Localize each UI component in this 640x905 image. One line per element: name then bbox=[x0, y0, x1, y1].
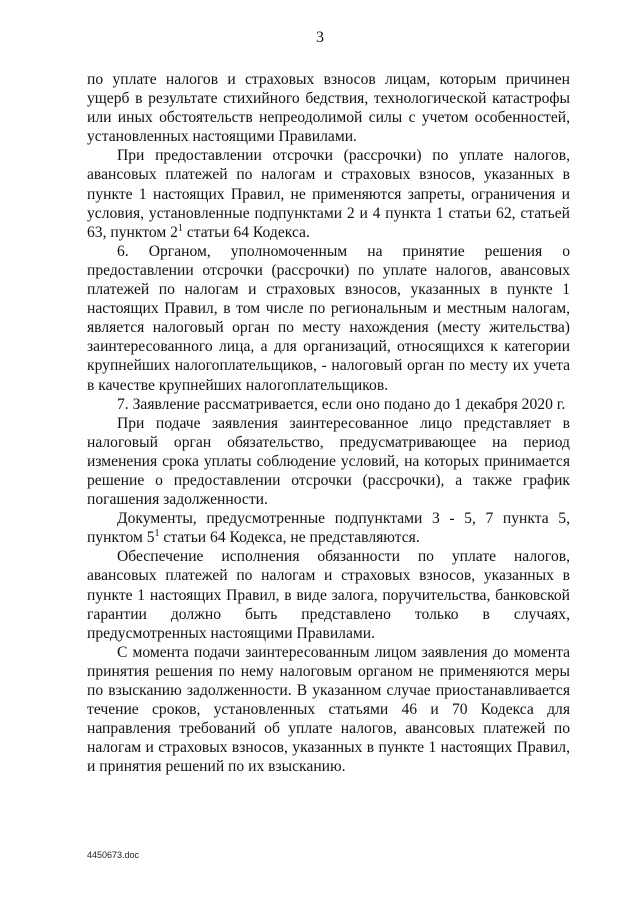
paragraph-text: При предоставлении отсрочки (рассрочки) по уплате налогов, авансовых платежей по налогам и страховых взносов, указанных в пункте 1 настоящих Правил, не применяются запреты, ограничения и условия, установленные подпунктами 2 и 4 пункта 1 статьи 62, статьей 63, пунктом 2 bbox=[87, 147, 570, 241]
paragraph bbox=[87, 395, 570, 414]
paragraph bbox=[87, 414, 570, 509]
paragraph-text-after: статьи 64 Кодекса. bbox=[182, 223, 310, 241]
document-body bbox=[87, 70, 570, 776]
paragraph-text: по уплате налогов и страховых взносов лицам, которым причинен ущерб в результате стихийного бедствия, технологической катастрофы или иных обстоятельств непреодолимой силы с учетом особенностей, установленных настоящими Правилами. bbox=[87, 71, 570, 146]
page-number: 3 bbox=[316, 29, 324, 46]
paragraph-text: При подаче заявления заинтересованное лицо представляет в налоговый орган обязательство, предусматривающее на период изменения срока уплаты соблюдение условий, на которых принимается решение о предоставлении отсрочки (рассрочки), а также график погашения задолженности. bbox=[87, 414, 570, 509]
paragraph-text: Обеспечение исполнения обязанности по уплате налогов, авансовых платежей по налогам и страховых взносов, указанных в пункте 1 настоящих Правил, в виде залога, поручительства, банковской гарантии должно быть представлено только в случаях, предусмотренных настоящими Правилами. bbox=[87, 548, 570, 642]
paragraph bbox=[87, 70, 570, 146]
paragraph-text: 7. Заявление рассматривается, если оно подано до 1 декабря 2020 г. bbox=[117, 395, 566, 413]
superscript: 1 bbox=[177, 222, 183, 234]
paragraph-text: 6. Органом, уполномоченным на принятие решения о предоставлении отсрочки (рассрочки) по уплате налогов, авансовых платежей по налогам и страховых взносов, указанных в пункте 1 настоящих Правил, в том числе по региональным и местным налогам, является налоговый орган по месту нахождения (месту жительства) заинтересованного лица, а для организаций, относящихся к категории крупнейших налогоплательщиков, - налоговый орган по месту их учета в качестве крупнейших налогоплательщиков. bbox=[87, 242, 570, 394]
paragraph-text: Документы, предусмотренные подпунктами 3 - 5, 7 пункта 5, пунктом 5 bbox=[87, 510, 570, 547]
paragraph bbox=[87, 643, 570, 777]
footer-filename: 4450673.doc bbox=[87, 850, 140, 860]
paragraph-text-after: статьи 64 Кодекса, не представляются. bbox=[159, 529, 420, 547]
paragraph bbox=[87, 509, 570, 547]
superscript: 1 bbox=[154, 528, 160, 540]
paragraph bbox=[87, 146, 570, 241]
paragraph bbox=[87, 547, 570, 642]
paragraph-text: С момента подачи заинтересованным лицом заявления до момента принятия решения по нему налоговым органом не применяются меры по взысканию задолженности. В указанном случае приостанавливается течение сроков, установленных статьями 46 и 70 Кодекса для направления требований об уплате налогов, авансовых платежей по налогам и страховых взносов, указанных в пункте 1 настоящих Правил, и принятия решений по их взысканию. bbox=[87, 643, 570, 776]
paragraph bbox=[87, 242, 570, 395]
